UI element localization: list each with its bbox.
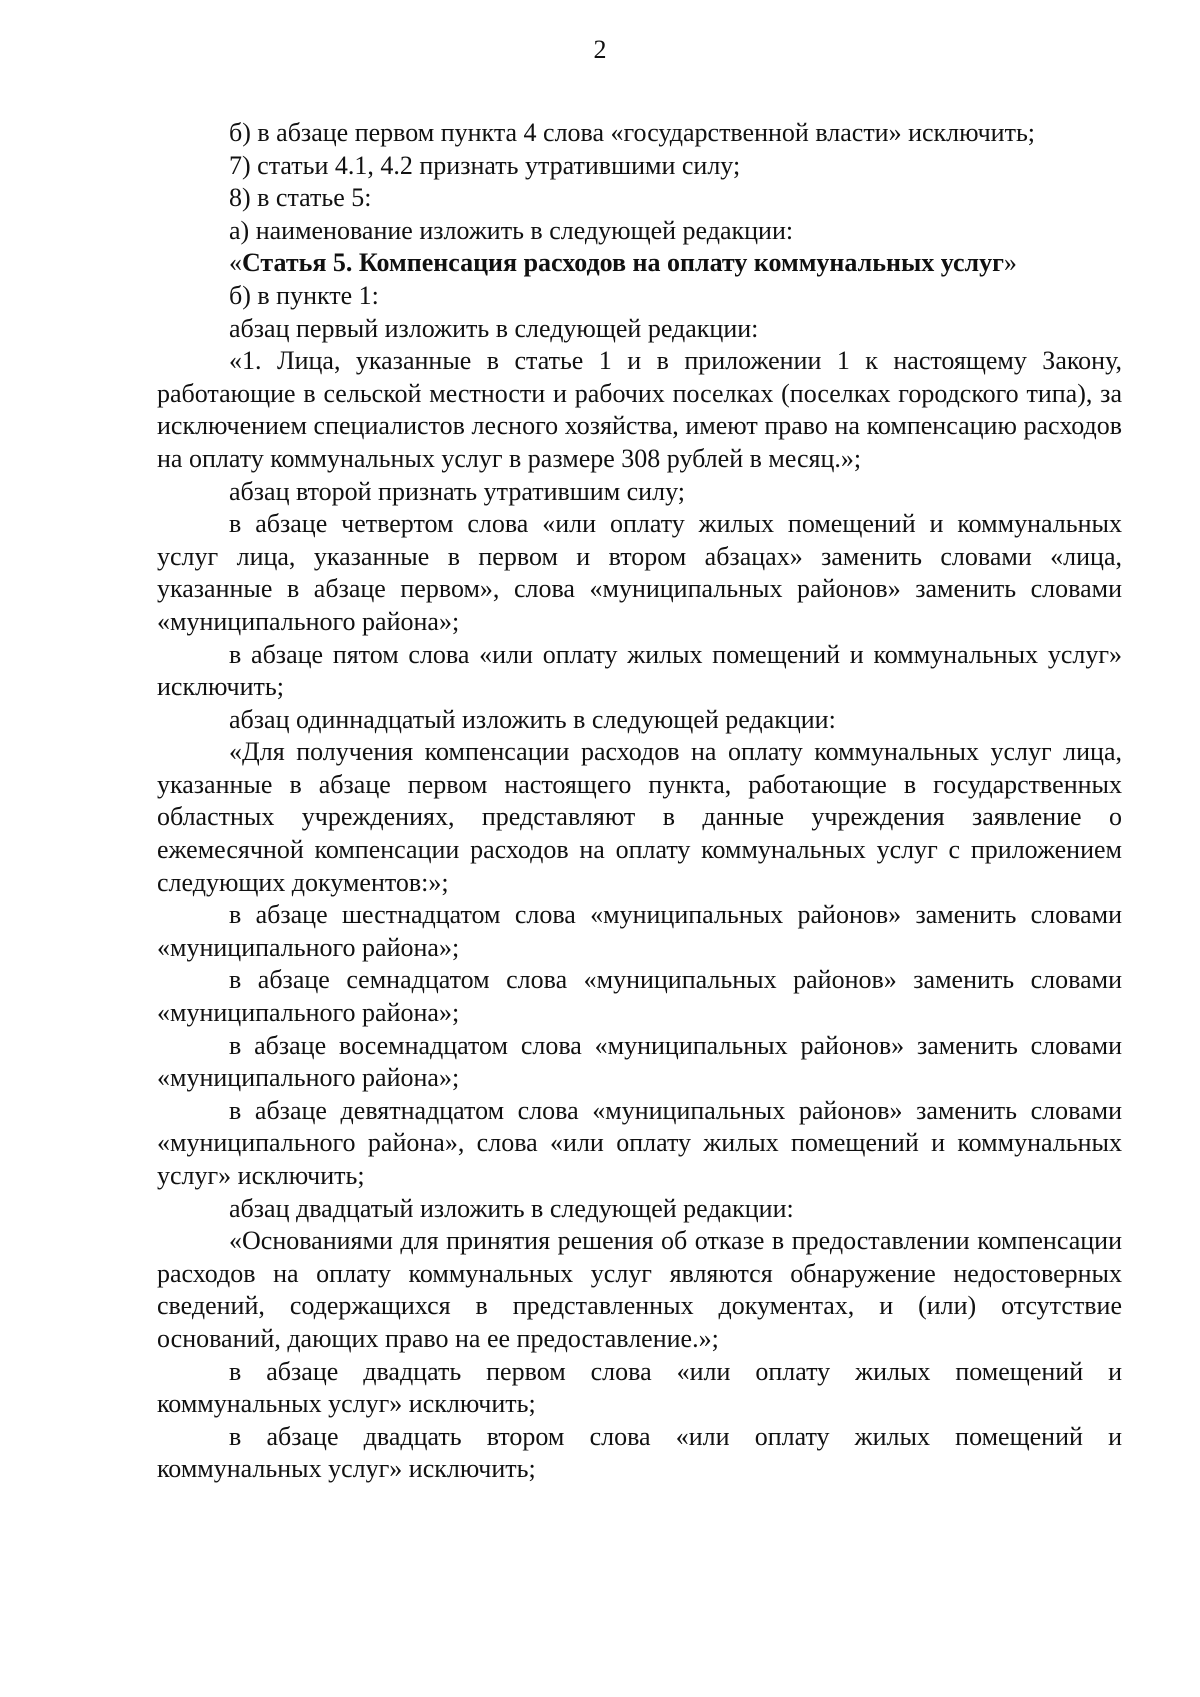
paragraph: в абзаце шестнадцатом слова «муниципальных районов» заменить словами «муниципального района»; [157, 900, 1122, 962]
paragraph: «Для получения компенсации расходов на оплату коммунальных услуг лица, указанные в абзаце первом настоящего пункта, работающие в государственных областных учреждениях, представляют в данные учреждения заявление о ежемесячной компенсации расходов на оплату коммунальных услуг с приложением следующих документов:»; [157, 737, 1122, 897]
heading-open-quote: « [229, 248, 242, 278]
paragraph: в абзаце восемнадцатом слова «муниципальных районов» заменить словами «муниципального района»; [157, 1030, 1122, 1093]
paragraph: в абзаце пятом слова «или оплату жилых помещений и коммунальных услуг» исключить; [157, 639, 1122, 702]
paragraph: абзац первый изложить в следующей редакции: [229, 313, 759, 343]
heading-close-quote: » [1003, 248, 1017, 278]
paragraph: абзац двадцатый изложить в следующей редакции: [229, 1193, 794, 1223]
paragraph: в абзаце двадцать первом слова «или оплату жилых помещений и коммунальных услуг» исключить; [157, 1356, 1122, 1419]
paragraph: абзац одиннадцатый изложить в следующей редакции: [229, 704, 836, 734]
paragraph: в абзаце четвертом слова «или оплату жилых помещений и коммунальных услуг лица, указанные в первом и втором абзацах» заменить словами «лица, указанные в абзаце первом», слова «муниципальных районов» заменить словами «муниципального района»; [157, 509, 1122, 636]
paragraph: б) в пункте 1: [229, 280, 379, 310]
paragraph: в абзаце двадцать втором слова «или оплату жилых помещений и коммунальных услуг» исключить; [157, 1421, 1122, 1484]
document-body [157, 117, 1122, 1486]
heading-text: Статья 5. Компенсация расходов на оплату коммунальных услуг [242, 248, 1004, 278]
paragraph: в абзаце семнадцатом слова «муниципальных районов» заменить словами «муниципального района»; [157, 965, 1122, 1028]
paragraph: в абзаце девятнадцатом слова «муниципальных районов» заменить словами «муниципального района», слова «или оплату жилых помещений и коммунальных услуг» исключить; [157, 1095, 1122, 1190]
paragraph: 7) статьи 4.1, 4.2 признать утратившими силу; [229, 150, 741, 180]
paragraph: 8) в статье 5: [229, 183, 372, 213]
paragraph: «1. Лица, указанные в статье 1 и в приложении 1 к настоящему Закону, работающие в сельской местности и рабочих поселках (поселках городского типа), за исключением специалистов лесного хозяйства, имеют право на компенсацию расходов на оплату коммунальных услуг в размере 308 рублей в месяц.»; [157, 346, 1122, 473]
article-heading [157, 247, 1122, 280]
page-number: 2 [593, 35, 607, 64]
paragraph: «Основаниями для принятия решения об отказе в предоставлении компенсации расходов на оплату коммунальных услуг являются обнаружение недостоверных сведений, содержащихся в представленных документах, и (или) отсутствие оснований, дающих право на ее предоставление.»; [157, 1226, 1122, 1353]
paragraph: а) наименование изложить в следующей редакции: [229, 215, 794, 245]
paragraph: б) в абзаце первом пункта 4 слова «государственной власти» исключить; [229, 118, 1036, 147]
paragraph: абзац второй признать утратившим силу; [229, 476, 685, 506]
